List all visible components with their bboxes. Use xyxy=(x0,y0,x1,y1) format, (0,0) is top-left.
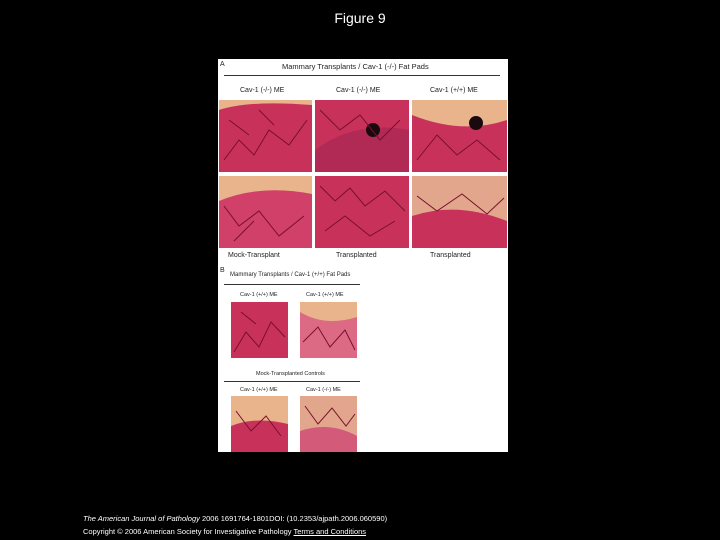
panel-b-letter: B xyxy=(220,267,225,274)
panel-b-controls-col-2: Cav-1 (-/-) ME xyxy=(306,387,341,393)
panel-b-col-2: Cav-1 (+/+) ME xyxy=(306,292,344,298)
micrograph-a1 xyxy=(219,100,312,172)
footer-citation xyxy=(83,514,387,523)
micrograph-a5 xyxy=(315,176,409,248)
micrograph-a4 xyxy=(219,176,312,248)
terms-and-conditions-link[interactable]: Terms and Conditions xyxy=(293,527,367,536)
micrograph-a2 xyxy=(315,100,409,172)
panel-b-controls-title: Mock-Transplanted Controls xyxy=(256,371,325,377)
panel-b-col-1: Cav-1 (+/+) ME xyxy=(240,292,278,298)
micrograph-b2 xyxy=(300,302,357,358)
footer-copyright: Copyright © 2006 American Society for Investigative Pathology xyxy=(83,527,292,536)
panel-b-title: Mammary Transplants / Cav-1 (+/+) Fat Pads xyxy=(230,272,351,278)
panel-a-col-2: Cav-1 (-/-) ME xyxy=(336,87,381,94)
panel-a-rule xyxy=(224,75,500,76)
micrograph-b1 xyxy=(231,302,288,358)
panel-b-controls-rule xyxy=(224,381,360,382)
slide-title: Figure 9 xyxy=(334,10,386,26)
panel-b-rule xyxy=(224,284,360,285)
micrograph-a6 xyxy=(412,176,507,248)
micrograph-b3 xyxy=(231,396,288,452)
panel-a-col-3: Cav-1 (+/+) ME xyxy=(430,87,478,94)
panel-a-col-1: Cav-1 (-/-) ME xyxy=(240,87,285,94)
panel-a-title: Mammary Transplants / Cav-1 (-/-) Fat Pads xyxy=(282,62,429,71)
footer-journal: The American Journal of Pathology xyxy=(83,514,200,523)
panel-a-caption-2: Transplanted xyxy=(336,252,377,259)
footer-copyright-line xyxy=(83,527,366,536)
panel-a-caption-1: Mock-Transplant xyxy=(228,252,280,259)
panel-b-controls-col-1: Cav-1 (+/+) ME xyxy=(240,387,278,393)
micrograph-b4 xyxy=(300,396,357,452)
panel-a-caption-3: Transplanted xyxy=(430,252,471,259)
panel-a-letter: A xyxy=(220,61,225,68)
figure-image xyxy=(218,59,508,452)
footer-citation-text: 2006 1691764-1801DOI: (10.2353/ajpath.2006.060590) xyxy=(199,514,388,523)
micrograph-a3 xyxy=(412,100,507,172)
